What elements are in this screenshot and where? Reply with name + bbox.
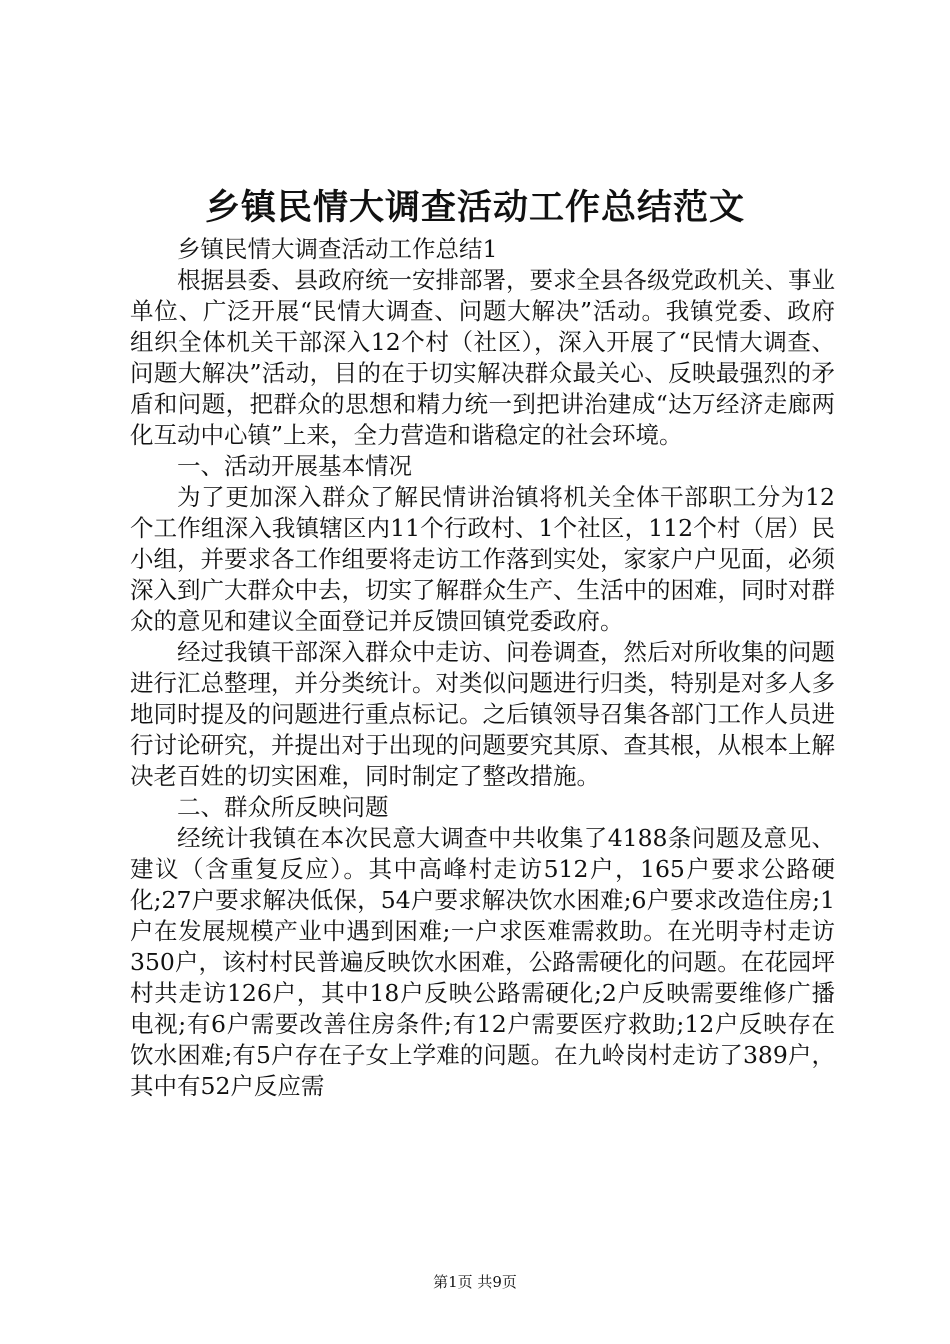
document-body [130,234,835,1102]
body-paragraph: 经过我镇干部深入群众中走访、问卷调查，然后对所收集的问题进行汇总整理，并分类统计。对类似问题进行归类，特别是对多人多地同时提及的问题进行重点标记。之后镇领导召集各部门工作人员进行讨论研究，并提出对于出现的问题要究其原、查其根，从根本上解决老百姓的切实困难，同时制定了整改措施。 [130,638,835,790]
document-title: 乡镇民情大调查活动工作总结范文 [204,187,745,228]
section-heading: 一、活动开展基本情况 [177,452,412,480]
section-heading: 二、群众所反映问题 [177,793,389,821]
body-paragraph: 经统计我镇在本次民意大调查中共收集了4188条问题及意见、建议（含重复反应）。其中高峰村走访512户，165户要求公路硬化;27户要求解决低保，54户要求解决饮水困难;6户要求改造住房;1户在发展规模产业中遇到困难;一户求医难需救助。在光明寺村走访350户，该村村民普遍反映饮水困难，公路需硬化的问题。在花园坪村共走访126户，其中18户反映公路需硬化;2户反映需要维修广播电视;有6户需要改善住房条件;有12户需要医疗救助;12户反映存在饮水困难;有5户存在子女上学难的问题。在九岭岗村走访了389户，其中有52户反应需 [130,824,835,1100]
subtitle-paragraph: 乡镇民情大调查活动工作总结1 [177,235,498,263]
body-paragraph: 为了更加深入群众了解民情讲治镇将机关全体干部职工分为12个工作组深入我镇辖区内11个行政村、1个社区，112个村（居）民小组，并要求各工作组要将走访工作落到实处，家家户户见面，必须深入到广大群众中去，切实了解群众生产、生活中的困难，同时对群众的意见和建议全面登记并反馈回镇党委政府。 [130,483,835,635]
body-paragraph: 根据县委、县政府统一安排部署，要求全县各级党政机关、事业单位、广泛开展“民情大调查、问题大解决”活动。我镇党委、政府组织全体机关干部深入12个村（社区），深入开展了“民情大调查、问题大解决”活动，目的在于切实解决群众最关心、反映最强烈的矛盾和问题，把群众的思想和精力统一到把讲治建成“达万经济走廊两化互动中心镇”上来，全力营造和谐稳定的社会环境。 [130,266,835,449]
page-number-footer: 第1页 共9页 [433,1273,517,1291]
